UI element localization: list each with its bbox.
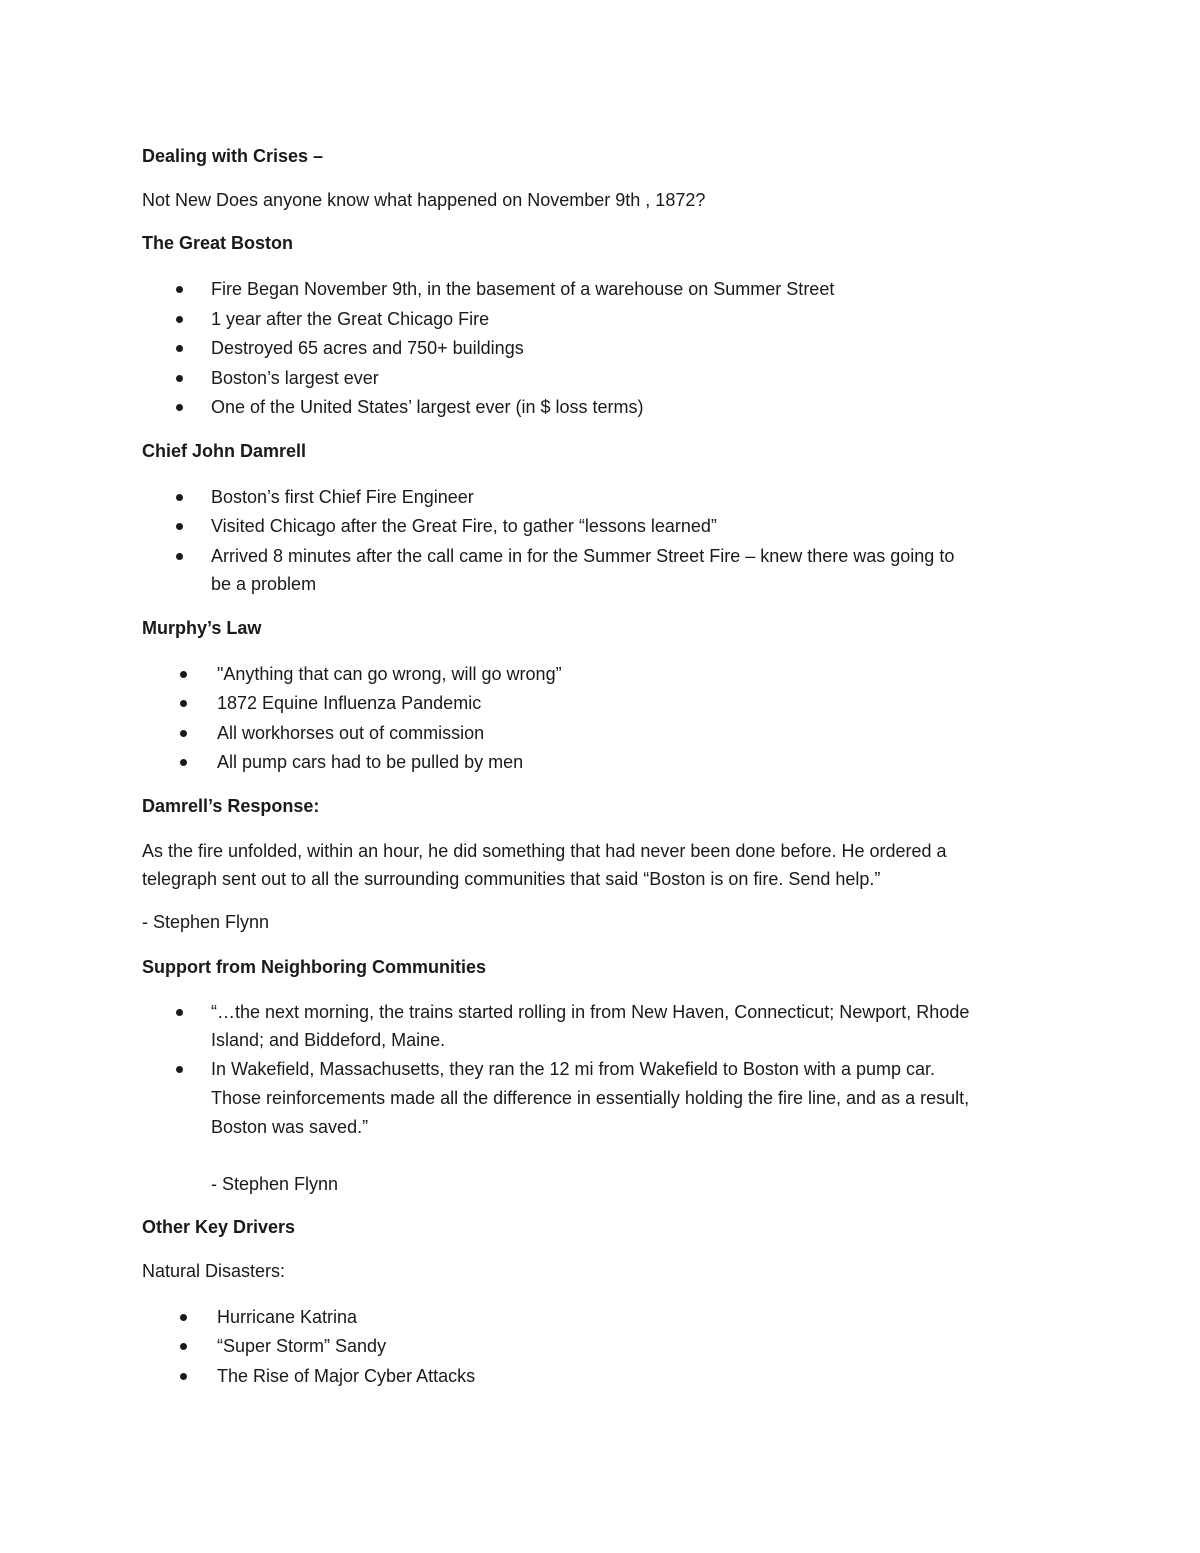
list-item: 1 year after the Great Chicago Fire — [211, 309, 490, 329]
list-item: “Super Storm” Sandy — [217, 1336, 387, 1356]
bullet-icon — [176, 345, 183, 352]
list-item: One of the United States’ largest ever (in $ loss terms) — [211, 397, 644, 417]
document-title: Dealing with Crises – — [142, 146, 324, 166]
list-item: Fire Began November 9th, in the basement of a warehouse on Summer Street — [211, 279, 835, 299]
list-item: Destroyed 65 acres and 750+ buildings — [211, 338, 524, 358]
attribution: - Stephen Flynn — [142, 912, 270, 932]
section-heading-great-boston: The Great Boston — [142, 233, 294, 253]
bullet-icon — [176, 316, 183, 323]
bullet-icon — [176, 375, 183, 382]
bullet-icon — [176, 553, 183, 560]
list-item: Visited Chicago after the Great Fire, to gather “lessons learned” — [211, 516, 717, 536]
bullet-icon — [180, 1373, 187, 1380]
section-heading-chief-damrell: Chief John Damrell — [142, 441, 307, 461]
bullet-icon — [176, 494, 183, 501]
list-item: All workhorses out of commission — [217, 723, 485, 743]
attribution: - Stephen Flynn — [211, 1174, 339, 1194]
list-item-continuation: Boston was saved.” — [211, 1117, 369, 1137]
bullet-icon — [180, 759, 187, 766]
bullet-icon — [176, 1009, 183, 1016]
list-item: The Rise of Major Cyber Attacks — [217, 1366, 476, 1386]
section-heading-damrells-response: Damrell’s Response: — [142, 796, 320, 816]
list-item-continuation: Those reinforcements made all the difference in essentially holding the fire line, and as a result, — [211, 1088, 970, 1108]
list-item-continuation: be a problem — [211, 574, 317, 594]
list-item: In Wakefield, Massachusetts, they ran the 12 mi from Wakefield to Boston with a pump car. — [211, 1059, 935, 1079]
section-heading-other-key-drivers: Other Key Drivers — [142, 1217, 296, 1237]
list-item: 1872 Equine Influenza Pandemic — [217, 693, 482, 713]
bullet-icon — [180, 700, 187, 707]
bullet-icon — [176, 523, 183, 530]
section-heading-support: Support from Neighboring Communities — [142, 957, 486, 977]
paragraph-line: telegraph sent out to all the surrounding communities that said “Boston is on fire. Send help.” — [142, 869, 881, 889]
bullet-icon — [176, 1066, 183, 1073]
list-item: Arrived 8 minutes after the call came in for the Summer Street Fire – knew there was going to — [211, 546, 955, 566]
section-heading-murphys-law: Murphy’s Law — [142, 618, 262, 638]
paragraph-line: As the fire unfolded, within an hour, he did something that had never been done before. He ordered a — [142, 841, 947, 861]
bullet-icon — [180, 1343, 187, 1350]
subheading-natural-disasters: Natural Disasters: — [142, 1261, 286, 1281]
list-item: "Anything that can go wrong, will go wrong” — [217, 664, 562, 684]
bullet-icon — [176, 404, 183, 411]
list-item: Boston’s first Chief Fire Engineer — [211, 487, 474, 507]
list-item: “…the next morning, the trains started rolling in from New Haven, Connecticut; Newport, Rhode — [211, 1002, 970, 1022]
list-item: Hurricane Katrina — [217, 1307, 358, 1327]
list-item: Boston’s largest ever — [211, 368, 379, 388]
bullet-icon — [180, 671, 187, 678]
list-item: All pump cars had to be pulled by men — [217, 752, 524, 772]
bullet-icon — [180, 1314, 187, 1321]
bullet-icon — [180, 730, 187, 737]
list-item-continuation: Island; and Biddeford, Maine. — [211, 1030, 446, 1050]
intro-text: Not New Does anyone know what happened on November 9th , 1872? — [142, 190, 706, 210]
bullet-icon — [176, 286, 183, 293]
